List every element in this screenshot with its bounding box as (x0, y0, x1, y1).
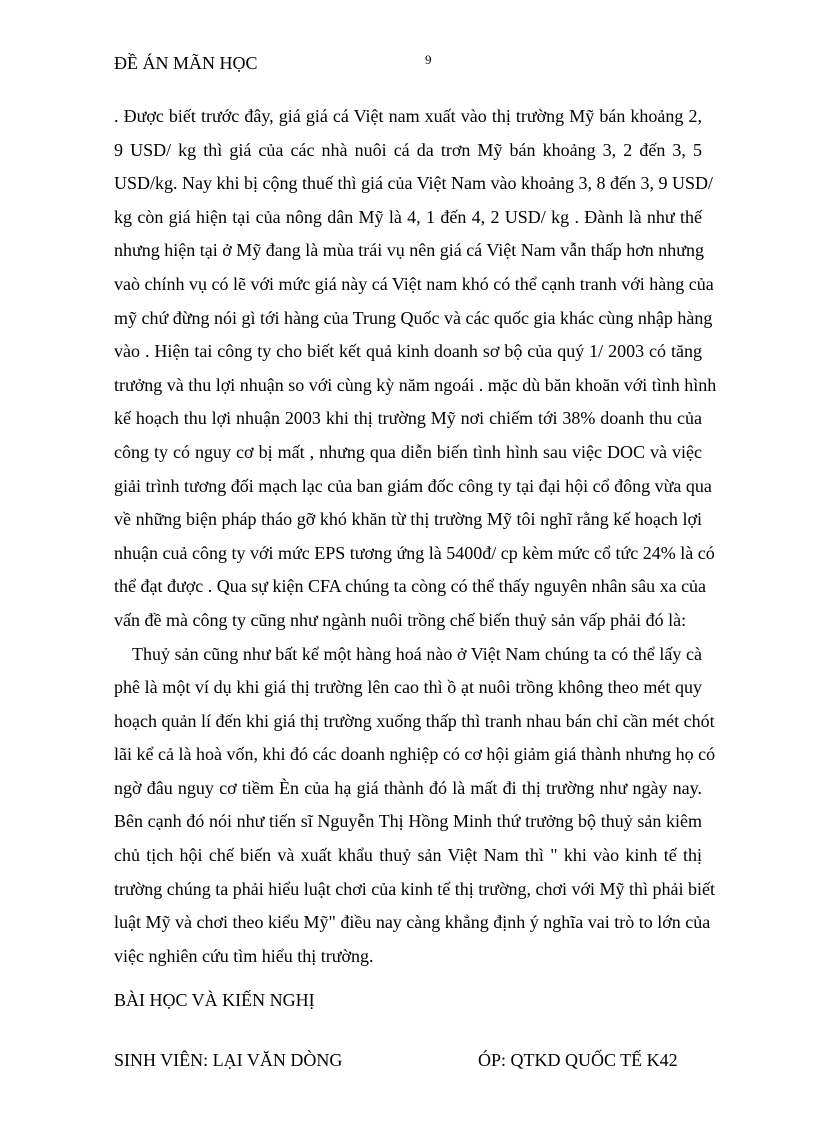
text-line: kg còn giá hiện tại của nông dân Mỹ là 4, 1 đến 4, 2 USD/ kg . Đành là như thế (114, 206, 702, 227)
text-line: ngờ đâu nguy cơ tiềm Èn của hạ giá thành đó là mất đi thị trường như ngày nay. (114, 777, 702, 798)
text-line: mỹ chứ đừng nói gì tới hàng của Trung Quốc và các quốc gia khác cùng nhập hàng (114, 307, 713, 328)
text-line: nhuận cuả công ty với mức EPS tương ứng là 5400đ/ cp kèm mức cổ tức 24% là có (114, 542, 715, 563)
text-line: Thuỷ sản cũng như bất kể một hàng hoá nào ở Việt Nam chúng ta có thể lấy cà (132, 643, 702, 664)
text-line: phê là một ví dụ khi giá thị trường lên cao thì ồ ạt nuôi trồng không theo mét quy (114, 677, 702, 698)
text-line: lãi kể cả là hoà vốn, khi đó các doanh nghiệp có cơ hội giảm giá thành nhưng họ có (114, 744, 716, 765)
text-line: trường chúng ta phải hiểu luật chơi của kinh tế thị trường, chơi với Mỹ thì phải biết (114, 878, 715, 899)
text-line: nhưng hiện tại ở Mỹ đang là mùa trái vụ nên giá cá Việt Nam vẫn thấp hơn nhưng (114, 240, 705, 261)
text-line: chủ tịch hội chế biến và xuất khẩu thuỷ sản Việt Nam thì " khi vào kinh tế thị (114, 845, 702, 866)
text-line: thể đạt được . Qua sự kiện CFA chúng ta còng có thể thấy nguyên nhân sâu xa của (114, 576, 707, 597)
text-line: vào . Hiện tai công ty cho biết kết quả kinh doanh sơ bộ của quý 1/ 2003 có tăng (114, 341, 702, 362)
text-line: . Được biết trước đây, giá giá cá Việt nam xuất vào thị trường Mỹ bán khoảng 2, (114, 106, 702, 126)
text-line: trưởng và thu lợi nhuận so với cùng kỳ năm ngoái . mặc dù băn khoăn với tình hình (114, 374, 717, 395)
text-line: Bên cạnh đó nói như tiến sĩ Nguyễn Thị Hồng Minh thứ trưởng bộ thuỷ sản kiêm (114, 811, 702, 832)
text-line: giải trình tương đối mạch lạc của ban giám đốc công ty tại đại hội cổ đông vừa qua (114, 475, 712, 496)
paragraph-2 (114, 638, 716, 974)
text-line: công ty có nguy cơ bị mất , nhưng qua diễn biến tình hình sau việc DOC và việc (114, 441, 702, 462)
text-line: 9 USD/ kg thì giá của các nhà nuôi cá da trơn Mỹ bán khoảng 3, 2 đến 3, 5 (114, 139, 702, 160)
text-line: vấn đề mà công ty cũng như ngành nuôi trồng chế biến thuỷ sản vấp phải đó là: (114, 609, 687, 630)
text-line: vaò chính vụ có lẽ với mức giá này cá Việt nam khó có thể cạnh tranh với hàng của (114, 273, 714, 294)
paragraph-1 (114, 100, 717, 638)
footer-student: SINH VIÊN: LẠI VĂN DÒNG (114, 1050, 343, 1070)
page-number: 9 (425, 52, 432, 67)
header-title: ĐỀ ÁN MÃN HỌC (114, 53, 258, 73)
text-line: về những biện pháp tháo gỡ khó khăn từ thị trường Mỹ tôi nghĩ rằng kế hoạch lợi (114, 509, 702, 530)
section-heading: BÀI HỌC VÀ KIẾN NGHỊ (114, 990, 315, 1010)
text-line: USD/kg. Nay khi bị cộng thuế thì giá của Việt Nam vào khoảng 3, 8 đến 3, 9 USD/ (114, 173, 714, 194)
text-line: việc nghiên cứu tìm hiểu thị trường. (114, 945, 374, 966)
footer-class: ÓP: QTKD QUỐC TẾ K42 (478, 1050, 678, 1070)
text-line: kế hoạch thu lợi nhuận 2003 khi thị trường Mỹ nơi chiếm tới 38% doanh thu của (114, 408, 702, 429)
text-line: hoạch quản lí đến khi giá thị trường xuống thấp thì tranh nhau bán chỉ cần mét chót (114, 710, 715, 731)
text-line: luật Mỹ và chơi theo kiểu Mỹ" điều nay càng khẳng định ý nghĩa vai trò to lớn của (114, 912, 711, 933)
body-text (114, 100, 717, 973)
